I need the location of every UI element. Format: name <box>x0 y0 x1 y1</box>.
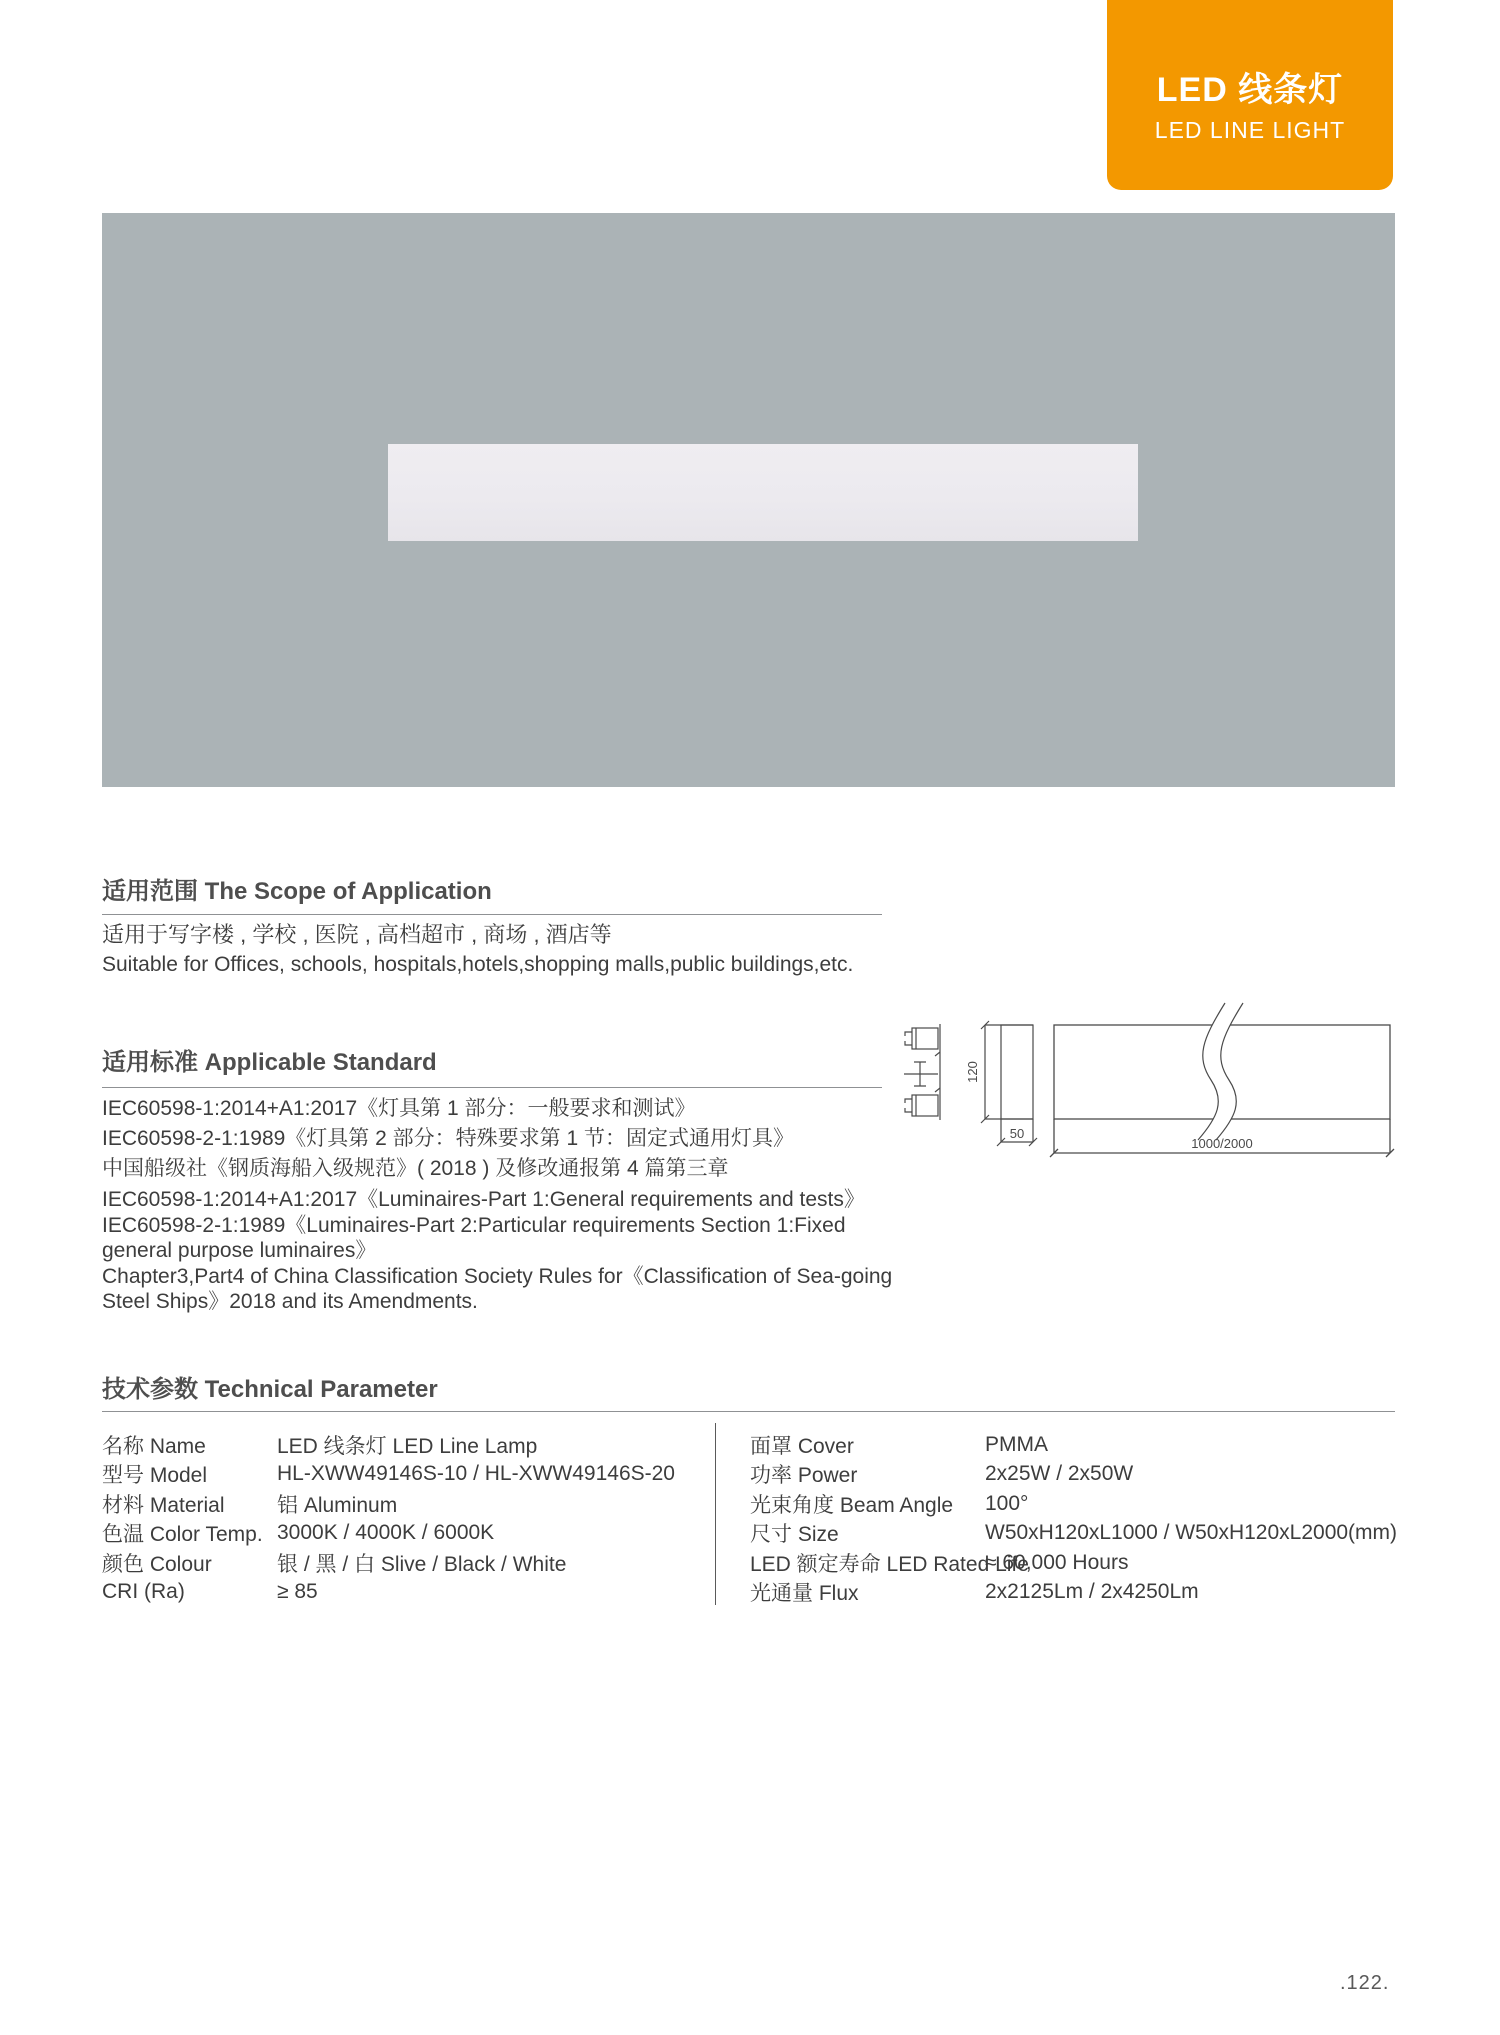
standard-heading: 适用标准 Applicable Standard <box>102 1049 437 1076</box>
spec-row <box>102 1489 702 1519</box>
spec-label: 面罩 Cover <box>750 1434 854 1458</box>
spec-label: 色温 Color Temp. <box>102 1523 263 1547</box>
standard-line: Chapter3,Part4 of China Classification Society Rules for《Classification of Sea-going <box>102 1264 893 1288</box>
spec-value: 100° <box>985 1491 1029 1515</box>
standard-line: general purpose luminaires》 <box>102 1239 377 1262</box>
spec-row <box>102 1430 702 1460</box>
spec-label: 光束角度 Beam Angle <box>750 1493 954 1517</box>
technical-drawing <box>880 995 1400 1165</box>
spec-value: 2x25W / 2x50W <box>985 1462 1134 1486</box>
standard-line: Steel Ships》2018 and its Amendments. <box>102 1290 478 1313</box>
spec-value: 2x2125Lm / 2x4250Lm <box>985 1580 1199 1604</box>
badge-title-cn: LED 线条灯 <box>1156 71 1344 109</box>
spec-value: ≈ 60,000 Hours <box>985 1550 1129 1574</box>
standard-lines-cn <box>102 1094 794 1184</box>
spec-row <box>102 1519 702 1549</box>
scope-heading: 适用范围 The Scope of Application <box>102 878 492 905</box>
standard-line: IEC60598-2-1:1989《灯具第 2 部分：特殊要求第 1 节：固定式通用灯具》 <box>102 1127 794 1150</box>
spec-value: W50xH120xL1000 / W50xH120xL2000(mm) <box>985 1521 1398 1545</box>
spec-label: 名称 Name <box>102 1434 206 1458</box>
spec-row <box>750 1519 1398 1549</box>
spec-label: 颜色 Colour <box>102 1552 212 1576</box>
standard-line: IEC60598-2-1:1989《Luminaires-Part 2:Particular requirements Section 1:Fixed <box>102 1213 846 1237</box>
scope-heading-rule <box>102 914 882 915</box>
spec-table-divider <box>715 1423 716 1605</box>
spec-label: 尺寸 Size <box>750 1523 839 1547</box>
spec-row <box>102 1460 702 1490</box>
dim-height-label: 120 <box>965 1061 980 1083</box>
spec-value: 3000K / 4000K / 6000K <box>277 1521 495 1545</box>
standard-lines-en <box>102 1187 892 1315</box>
scope-text-en: Suitable for Offices, schools, hospitals,hotels,shopping malls,public buildings,etc. <box>102 953 854 976</box>
spec-value: PMMA <box>985 1432 1048 1456</box>
spec-row <box>750 1460 1395 1490</box>
spec-label: 功率 Power <box>750 1464 858 1488</box>
spec-row <box>750 1548 1395 1578</box>
scope-text-cn: 适用于写字楼 , 学校 , 医院 , 高档超市 , 商场 , 酒店等 <box>102 922 612 947</box>
product-photo <box>102 213 1395 787</box>
spec-label: 材料 Material <box>102 1493 225 1517</box>
spec-table-right <box>750 1430 1398 1607</box>
spec-row <box>102 1548 702 1578</box>
spec-table-left <box>102 1430 702 1607</box>
category-badge <box>1107 0 1393 190</box>
spec-row <box>102 1578 702 1608</box>
led-line-lamp-image <box>388 444 1138 541</box>
standard-line: IEC60598-1:2014+A1:2017《Luminaires-Part 1:General requirements and tests》 <box>102 1188 865 1211</box>
spec-value: LED 线条灯 LED Line Lamp <box>277 1434 538 1458</box>
spec-label: CRI (Ra) <box>102 1580 185 1604</box>
badge-title-en: LED LINE LIGHT <box>1154 117 1346 143</box>
spec-row <box>750 1489 1395 1519</box>
spec-value: ≥ 85 <box>277 1580 318 1604</box>
tech-heading: 技术参数 Technical Parameter <box>102 1376 438 1403</box>
dim-width-label: 50 <box>1009 1126 1025 1141</box>
profile-end-view <box>904 1024 940 1120</box>
spec-value: 铝 Aluminum <box>277 1493 398 1517</box>
standard-line: 中国船级社《钢质海船入级规范》( 2018 ) 及修改通报第 4 篇第三章 <box>102 1157 729 1180</box>
spec-row <box>750 1430 1395 1460</box>
page-number: .122. <box>1340 1972 1390 1994</box>
dim-length-label: 1000/2000 <box>1191 1136 1253 1151</box>
spec-row <box>750 1578 1395 1608</box>
tech-heading-rule <box>102 1411 1395 1412</box>
spec-label: 光通量 Flux <box>750 1582 859 1606</box>
spec-value: 银 / 黑 / 白 Slive / Black / White <box>277 1552 567 1576</box>
standard-line: IEC60598-1:2014+A1:2017《灯具第 1 部分：一般要求和测试》 <box>102 1097 696 1120</box>
spec-value: HL-XWW49146S-10 / HL-XWW49146S-20 <box>277 1462 675 1486</box>
front-view <box>1050 1003 1394 1157</box>
spec-label: LED 额定寿命 LED Rated Life <box>750 1552 1029 1576</box>
spec-label: 型号 Model <box>102 1464 208 1488</box>
standard-heading-rule <box>102 1087 882 1088</box>
